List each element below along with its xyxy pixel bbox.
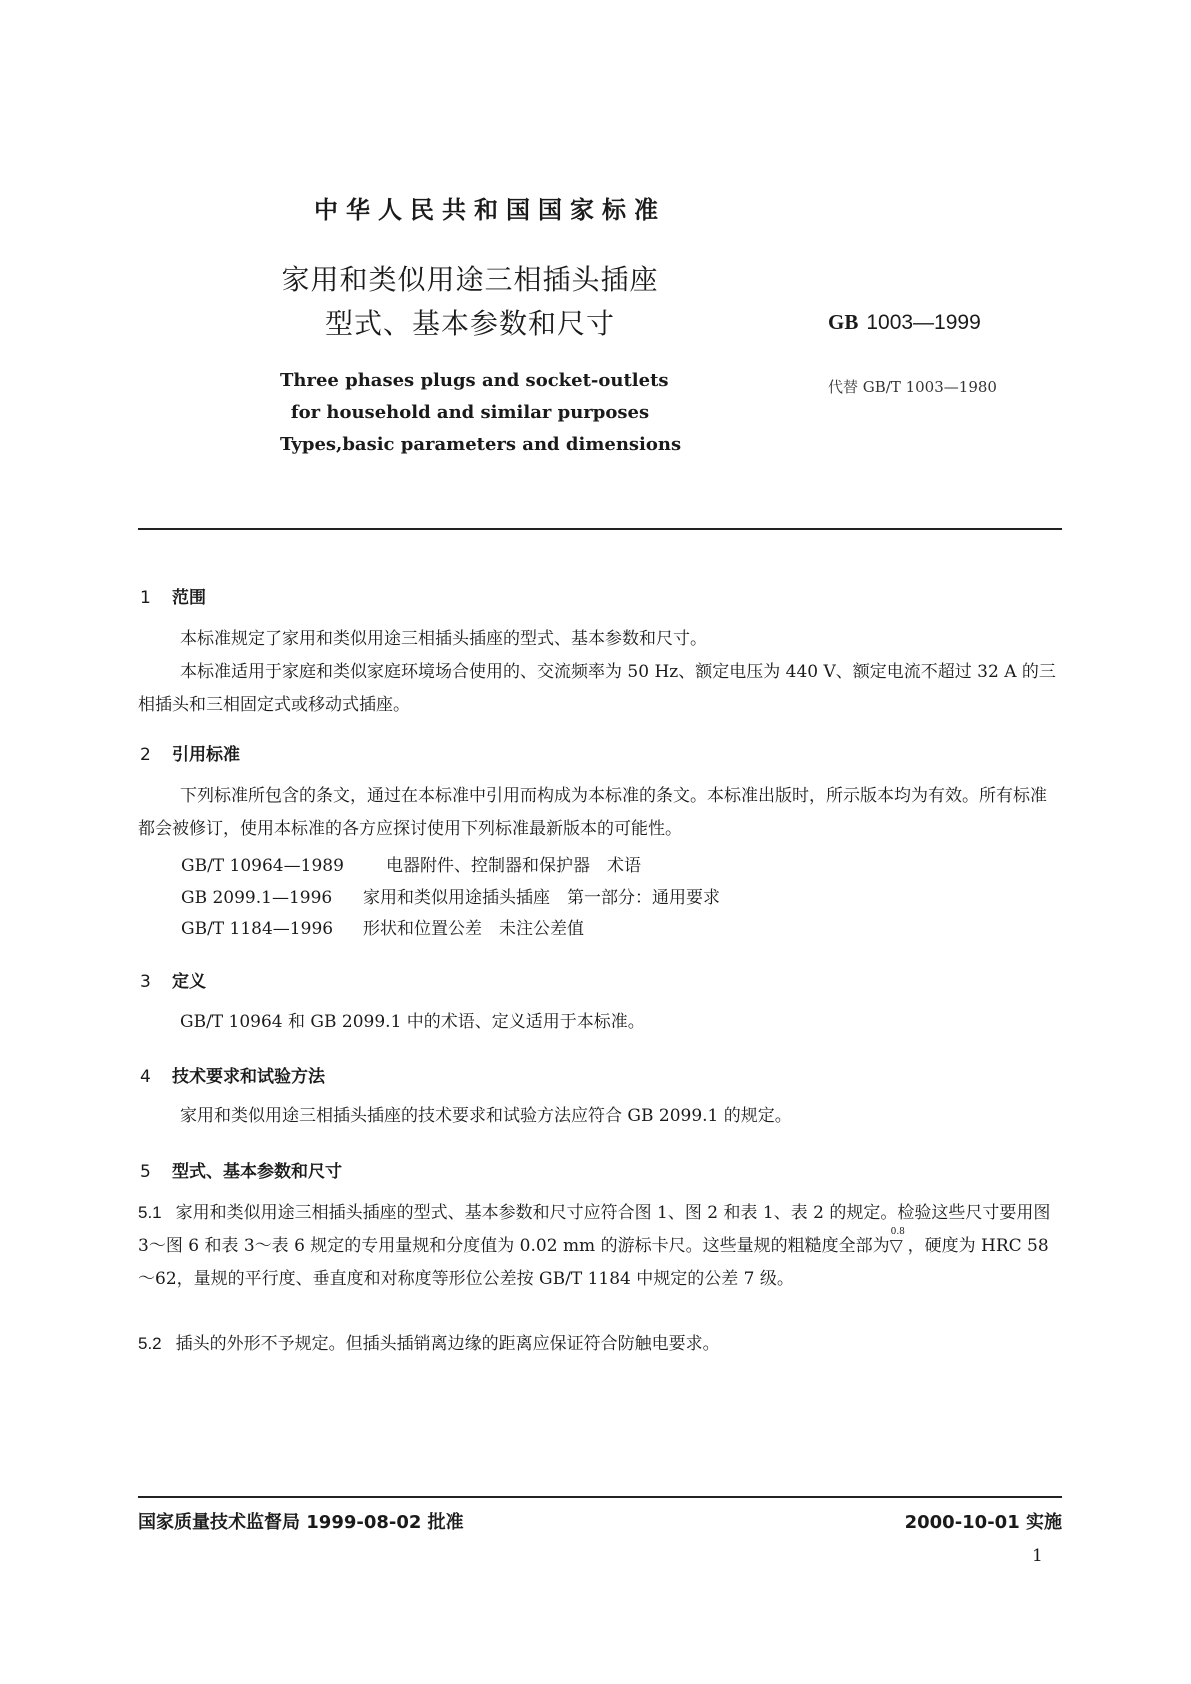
national-standard-heading: 中华人民共和国国家标准 xyxy=(314,196,666,224)
reference-item xyxy=(181,883,720,908)
section-5-heading xyxy=(140,1157,342,1182)
title-en-line3: Types,basic parameters and dimensions xyxy=(280,434,682,455)
section-3-number: 3 xyxy=(140,972,151,992)
title-en-line2: for household and similar purposes xyxy=(290,402,650,423)
reference-code: GB/T 10964—1989 xyxy=(181,856,344,876)
clause-5-2-number: 5.2 xyxy=(138,1334,162,1353)
section-1-paragraph-2: 本标准适用于家庭和类似家庭环境场合使用的、交流频率为 50 Hz、额定电压为 440 V、额定电流不超过 32 A 的三相插头和三相固定式或移动式插座。 xyxy=(138,662,1056,715)
clause-5-2-text: 插头的外形不予规定。但插头插销离边缘的距离应保证符合防触电要求。 xyxy=(175,1334,720,1354)
section-1-heading xyxy=(140,583,206,608)
effective-date: 2000-10-01 实施 xyxy=(904,1512,1062,1533)
standard-number: 1003—1999 xyxy=(866,311,981,334)
title-cn-line2: 型式、基本参数和尺寸 xyxy=(324,307,615,340)
roughness-symbol xyxy=(889,1227,908,1263)
section-3-title: 定义 xyxy=(172,972,206,992)
clause-5-1-number: 5.1 xyxy=(138,1203,162,1222)
reference-title: 形状和位置公差 未注公差值 xyxy=(363,919,584,939)
title-cn-line1: 家用和类似用途三相插头插座 xyxy=(281,263,659,296)
section-4-paragraph-1: 家用和类似用途三相插头插座的技术要求和试验方法应符合 GB 2099.1 的规定。 xyxy=(180,1106,792,1126)
clause-5-1-text-a: 家用和类似用途三相插头插座的型式、基本参数和尺寸应符合图 1、图 2 和表 1、表 2 的规定。检验这些尺寸要用图 3～图 6 和表 3～表 6 规定的专用量规和分度值为 0.02 mm 的游标卡尺。这些量规的粗糙度全部为 xyxy=(138,1203,1051,1256)
reference-code: GB 2099.1—1996 xyxy=(181,888,333,908)
reference-title: 家用和类似用途插头插座 第一部分：通用要求 xyxy=(363,888,720,908)
page-number: 1 xyxy=(1032,1546,1043,1566)
section-3-paragraph-1: GB/T 10964 和 GB 2099.1 中的术语、定义适用于本标准。 xyxy=(180,1012,645,1032)
section-5-title: 型式、基本参数和尺寸 xyxy=(172,1162,342,1182)
section-5-number: 5 xyxy=(140,1162,151,1182)
header-divider xyxy=(138,528,1062,530)
section-2-number: 2 xyxy=(140,745,151,765)
section-3-heading xyxy=(140,967,206,992)
reference-title: 电器附件、控制器和保护器 术语 xyxy=(386,856,641,876)
section-2-paragraph-1: 下列标准所包含的条文，通过在本标准中引用而构成为本标准的条文。本标准出版时，所示版本均为有效。所有标准都会被修订，使用本标准的各方应探讨使用下列标准最新版本的可能性。 xyxy=(138,786,1047,839)
section-4-number: 4 xyxy=(140,1067,151,1087)
section-4-title: 技术要求和试验方法 xyxy=(172,1067,325,1087)
approval-note: 国家质量技术监督局 1999-08-02 批准 xyxy=(138,1512,464,1533)
roughness-glyph: ▽ xyxy=(889,1236,903,1256)
section-1-title: 范围 xyxy=(172,588,206,608)
section-1-number: 1 xyxy=(140,588,151,608)
replaces-note: 代替 GB/T 1003—1980 xyxy=(828,378,997,396)
title-en-line1: Three phases plugs and socket-outlets xyxy=(280,370,669,391)
clause-5-1 xyxy=(138,1196,1062,1296)
roughness-value: 0.8 xyxy=(890,1227,905,1237)
section-1-paragraph-1: 本标准规定了家用和类似用途三相插头插座的型式、基本参数和尺寸。 xyxy=(180,629,707,649)
clause-5-1-text-b: ，硬度为 HRC 58～62，量规的平行度、垂直度和对称度等形位公差按 GB/T 1184 中规定的公差 7 级。 xyxy=(138,1236,1049,1289)
clause-5-2 xyxy=(138,1327,1062,1361)
reference-item xyxy=(181,914,584,939)
standard-code xyxy=(828,310,981,335)
footer-divider xyxy=(138,1496,1062,1498)
section-4-heading xyxy=(140,1062,325,1087)
section-2-title: 引用标准 xyxy=(172,745,240,765)
standard-prefix: GB xyxy=(828,310,859,334)
section-2-heading xyxy=(140,740,240,765)
reference-item xyxy=(181,851,641,876)
reference-code: GB/T 1184—1996 xyxy=(181,919,334,939)
